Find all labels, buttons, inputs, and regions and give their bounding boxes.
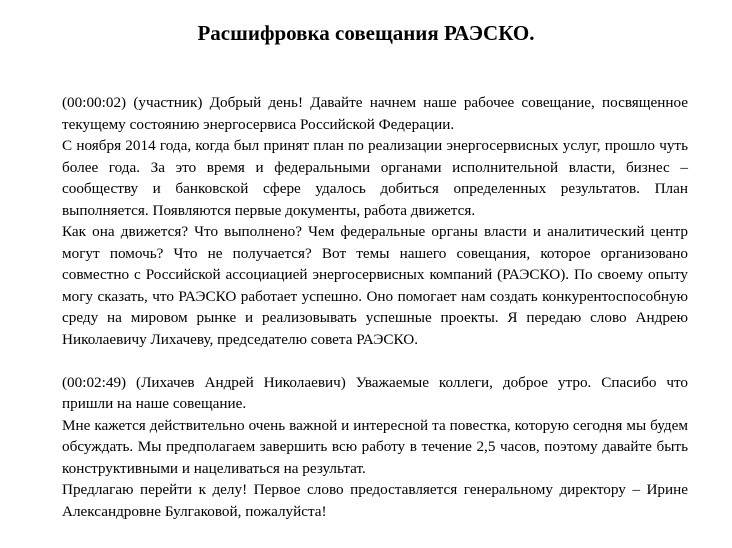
paragraph-opening: (00:00:02) (участник) Добрый день! Давайте начнем наше рабочее совещание, посвященное текущему состоянию энергосервиса Российской Федерации. — [62, 94, 688, 133]
paragraph-handover: Предлагаю перейти к делу! Первое слово предоставляется генеральному директору – Ирине Александровне Булгаковой, пожалуйста! — [62, 481, 688, 520]
paragraph-questions: Как она движется? Что выполнено? Чем федеральные органы власти и аналитический центр могут помочь? Что не получается? Вот темы нашего совещания, которое организовано совместно с Российской ассоциацией энергосервисных компаний (РАЭСКО). По своему опыту могу сказать, что РАЭСКО работает успешно. Оно помогает нам создать конкурентоспособную среду на мировом рынке и реализовывать успешные проекты. Я передаю слово Андрею Николаевичу Лихачеву, председателю совета РАЭСКО. — [62, 223, 688, 348]
document-title: Расшифровка совещания РАЭСКО. — [197, 21, 535, 45]
paragraph-plan: С ноября 2014 года, когда был принят план по реализации энергосервисных услуг, прошло чуть более года. За это время и федеральными органами исполнительной власти, бизнес – сообществу и банковской сфере удалось добиться определенных результатов. План выполняется. Появляются первые документы, работа движется. — [62, 137, 688, 219]
paragraph-likhachev-greeting: (00:02:49) (Лихачев Андрей Николаевич) Уважаемые коллеги, доброе утро. Спасибо что пришли на наше совещание. — [62, 373, 688, 412]
paragraph-agenda: Мне кажется действительно очень важной и интересной та повестка, которую сегодня мы будем обсуждать. Мы предполагаем завершить всю работу в течение 2,5 часов, поэтому давайте быть конструктивными и нацеливаться на результат. — [62, 416, 688, 477]
paragraph-spacer — [62, 350, 688, 372]
document-body — [62, 92, 688, 522]
